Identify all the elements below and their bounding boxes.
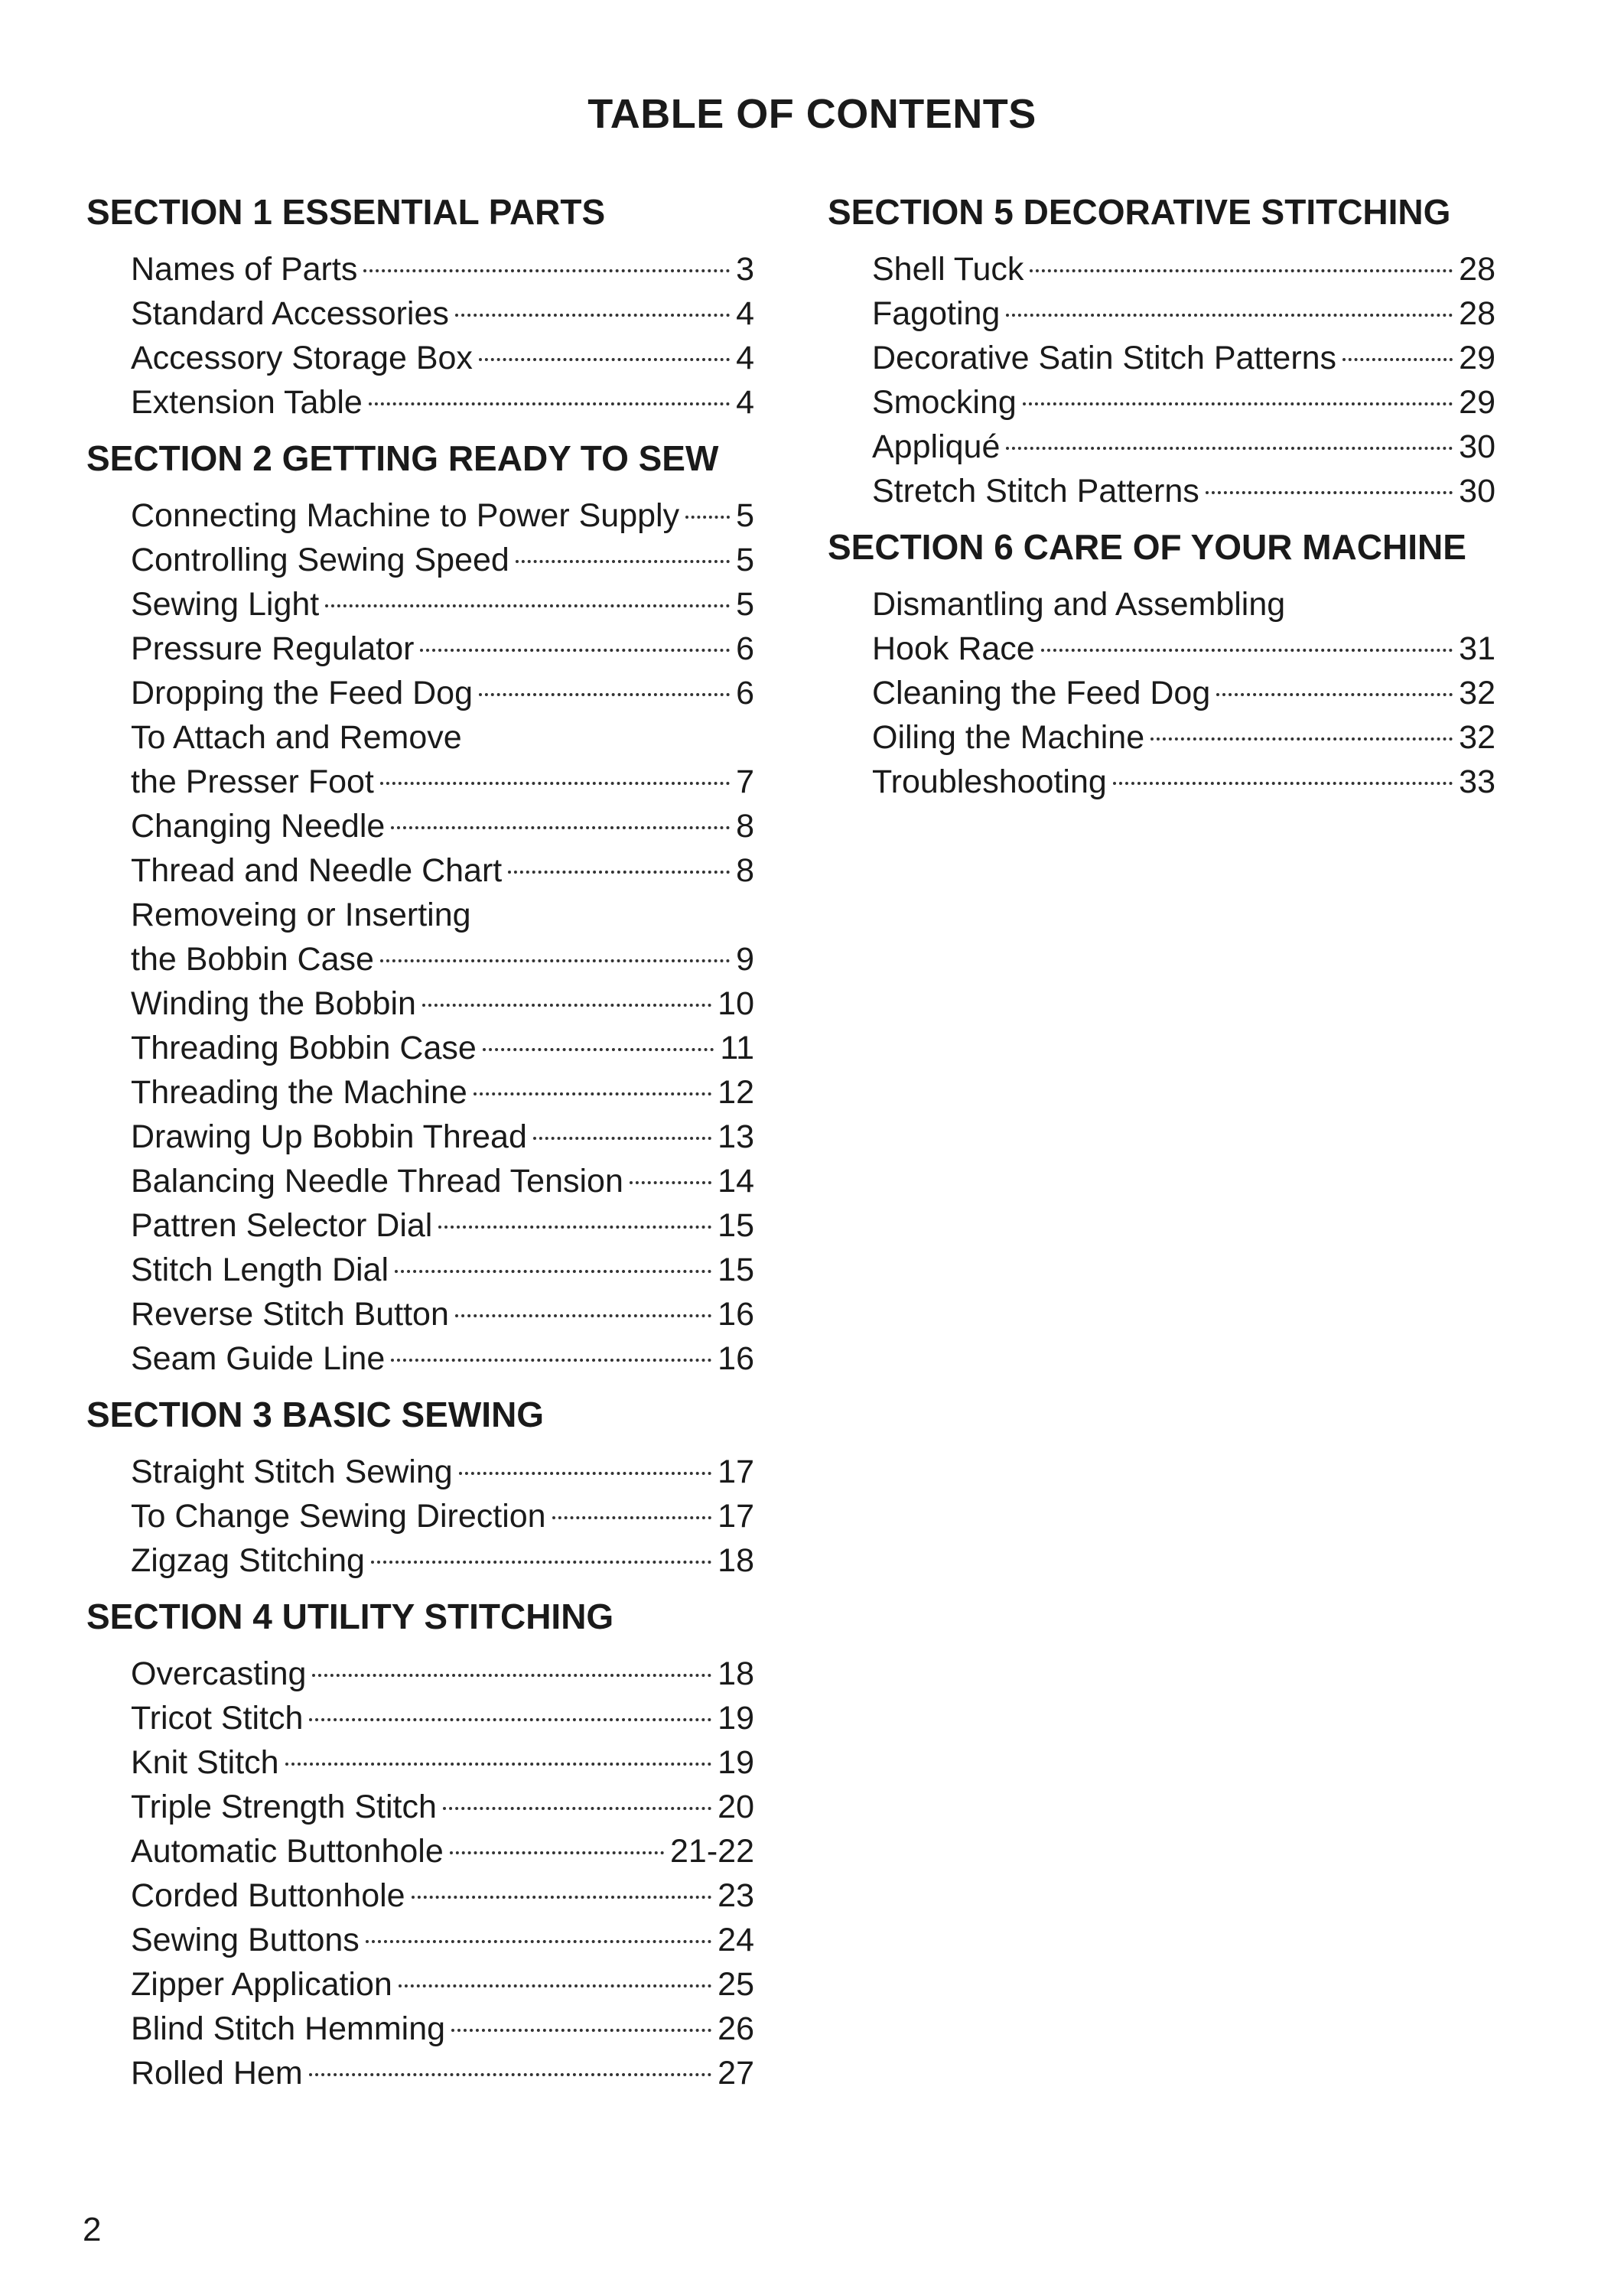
- leader-dots: [422, 1004, 711, 1007]
- toc-entry-label: Accessory Storage Box: [131, 340, 473, 376]
- toc-entry-list: [131, 1652, 754, 2095]
- toc-entry-label: Pattren Selector Dial: [131, 1207, 433, 1244]
- leader-dots: [1216, 693, 1453, 696]
- toc-entry-decorative-satin-stitch-patterns[interactable]: [872, 336, 1495, 380]
- leader-dots: [399, 1984, 711, 1987]
- toc-entry-page: 14: [718, 1163, 754, 1200]
- toc-entry-page: 24: [718, 1922, 754, 1958]
- toc-entry-zipper-application[interactable]: [131, 1962, 754, 2007]
- toc-entry-page: 15: [718, 1252, 754, 1288]
- toc-entry-page: 4: [736, 340, 754, 376]
- toc-entry-label: Pressure Regulator: [131, 630, 415, 667]
- toc-entry-to-change-sewing-direction[interactable]: [131, 1494, 754, 1538]
- toc-entry-label: Sewing Light: [131, 586, 320, 623]
- left-column: [86, 187, 760, 2105]
- leader-dots: [451, 2029, 711, 2032]
- toc-entry-page: 3: [736, 251, 754, 288]
- toc-entry-cleaning-the-feed-dog[interactable]: [872, 671, 1495, 715]
- toc-entry-sewing-light[interactable]: [131, 582, 754, 627]
- leader-dots: [1206, 491, 1453, 494]
- leader-dots: [309, 1718, 711, 1721]
- toc-entry-smocking[interactable]: [872, 380, 1495, 425]
- toc-entry-list: [872, 582, 1495, 804]
- toc-entry-page: 6: [736, 675, 754, 711]
- toc-entry-label: Names of Parts: [131, 251, 358, 288]
- toc-entry-controlling-sewing-speed[interactable]: [131, 538, 754, 582]
- toc-entry-label: Standard Accessories: [131, 295, 449, 332]
- leader-dots: [363, 269, 730, 272]
- toc-entry-automatic-buttonhole[interactable]: [131, 1829, 754, 1873]
- toc-entry-blind-stitch-hemming[interactable]: [131, 2007, 754, 2051]
- toc-entry-extension-table[interactable]: [131, 380, 754, 425]
- toc-entry-label: Cleaning the Feed Dog: [872, 675, 1211, 711]
- toc-entry-page: 7: [736, 763, 754, 800]
- toc-entry-stretch-stitch-patterns[interactable]: [872, 469, 1495, 513]
- toc-entry-label: Stitch Length Dial: [131, 1252, 389, 1288]
- toc-entry-page: 8: [736, 808, 754, 845]
- toc-entry-page: 4: [736, 295, 754, 332]
- toc-entry-page: 10: [718, 985, 754, 1022]
- toc-entry-straight-stitch-sewing[interactable]: [131, 1450, 754, 1494]
- toc-entry-page: 28: [1459, 295, 1495, 332]
- leader-dots: [391, 826, 730, 829]
- toc-entry-label: the Presser Foot: [131, 763, 374, 800]
- leader-dots: [459, 1472, 711, 1475]
- toc-entry-page: 33: [1459, 763, 1495, 800]
- toc-entry-page: 5: [736, 586, 754, 623]
- toc-entry-page: 29: [1459, 340, 1495, 376]
- toc-entry-names-of-parts[interactable]: [131, 247, 754, 291]
- page-number: 2: [83, 2211, 102, 2248]
- toc-entry-thread-and-needle-chart[interactable]: [131, 848, 754, 893]
- toc-entry-dismantling-and-assembling[interactable]: [872, 582, 1495, 627]
- toc-entry-winding-the-bobbin[interactable]: [131, 981, 754, 1026]
- toc-entry-list: [872, 247, 1495, 513]
- toc-entry-label: Dropping the Feed Dog: [131, 675, 474, 711]
- toc-entry-label: To Change Sewing Direction: [131, 1498, 546, 1535]
- toc-entry-label: Troubleshooting: [872, 763, 1107, 800]
- toc-entry-label: Zipper Application: [131, 1966, 392, 2003]
- toc-section: [828, 187, 1501, 513]
- leader-dots: [552, 1516, 712, 1519]
- toc-entry-label: Zigzag Stitching: [131, 1542, 365, 1579]
- toc-entry-label: Appliqué: [872, 428, 1001, 465]
- toc-entry-page: 13: [718, 1118, 754, 1155]
- leader-dots: [630, 1181, 711, 1184]
- toc-entry-label: Fagoting: [872, 295, 1001, 332]
- toc-entry-label: To Attach and Remove: [131, 719, 462, 756]
- leader-dots: [474, 1092, 711, 1095]
- leader-dots: [1006, 447, 1453, 450]
- toc-entry-label: Changing Needle: [131, 808, 386, 845]
- toc-entry-label: Reverse Stitch Button: [131, 1296, 449, 1333]
- toc-entry-zigzag-stitching[interactable]: [131, 1538, 754, 1583]
- toc-entry-standard-accessories[interactable]: [131, 291, 754, 336]
- toc-entry-page: 21-22: [670, 1833, 754, 1870]
- toc-entry-accessory-storage-box[interactable]: [131, 336, 754, 380]
- toc-entry-page: 30: [1459, 473, 1495, 509]
- toc-entry-label: Shell Tuck: [872, 251, 1024, 288]
- toc-entry-page: 31: [1459, 630, 1495, 667]
- toc-entry-page: 19: [718, 1744, 754, 1781]
- toc-entry-page: 5: [736, 497, 754, 534]
- toc-entry-label: Automatic Buttonhole: [131, 1833, 444, 1870]
- toc-entry-pressure-regulator[interactable]: [131, 627, 754, 671]
- leader-dots: [380, 782, 730, 785]
- toc-entry-label: Stretch Stitch Patterns: [872, 473, 1199, 509]
- section-heading: SECTION 2 GETTING READY TO SEW: [86, 438, 719, 478]
- toc-entry-knit-stitch[interactable]: [131, 1740, 754, 1785]
- toc-entry-seam-guide-line[interactable]: [131, 1336, 754, 1381]
- toc-entry-label: Threading the Machine: [131, 1074, 467, 1111]
- toc-section: [86, 1592, 760, 2095]
- toc-entry-triple-strength-stitch[interactable]: [131, 1785, 754, 1829]
- toc-entry-page: 27: [718, 2055, 754, 2092]
- toc-entry-shell-tuck[interactable]: [872, 247, 1495, 291]
- leader-dots: [391, 1359, 711, 1362]
- leader-dots: [1150, 737, 1453, 741]
- leader-dots: [516, 560, 730, 563]
- toc-entry-threading-the-machine[interactable]: [131, 1070, 754, 1115]
- toc-entry-page: 5: [736, 542, 754, 578]
- toc-entry-oiling-the-machine[interactable]: [872, 715, 1495, 760]
- toc-entry-hook-race[interactable]: [872, 627, 1495, 671]
- toc-entry-connecting-machine-to-power-supply[interactable]: [131, 493, 754, 538]
- toc-entry-label: Drawing Up Bobbin Thread: [131, 1118, 527, 1155]
- toc-entry-page: 16: [718, 1296, 754, 1333]
- toc-entry-page: 17: [718, 1454, 754, 1490]
- toc-entry-label: Sewing Buttons: [131, 1922, 360, 1958]
- toc-entry-appliqu[interactable]: [872, 425, 1495, 469]
- toc-entry-corded-buttonhole[interactable]: [131, 1873, 754, 1918]
- toc-entry-page: 30: [1459, 428, 1495, 465]
- leader-dots: [1023, 402, 1453, 405]
- toc-entry-page: 32: [1459, 719, 1495, 756]
- toc-entry-page: 9: [736, 941, 754, 978]
- toc-entry-list: [131, 247, 754, 425]
- leader-dots: [395, 1270, 711, 1273]
- toc-entry-the-presser-foot[interactable]: [131, 760, 754, 804]
- leader-dots: [285, 1763, 712, 1766]
- toc-entry-overcasting[interactable]: [131, 1652, 754, 1696]
- toc-entry-threading-bobbin-case[interactable]: [131, 1026, 754, 1070]
- toc-section: [86, 434, 760, 1381]
- toc-entry-page: 8: [736, 852, 754, 889]
- toc-entry-the-bobbin-case[interactable]: [131, 937, 754, 981]
- toc-entry-page: 16: [718, 1340, 754, 1377]
- toc-entry-list: [131, 1450, 754, 1583]
- toc-entry-label: Thread and Needle Chart: [131, 852, 503, 889]
- leader-dots: [455, 1314, 711, 1317]
- section-heading: SECTION 4 UTILITY STITCHING: [86, 1597, 614, 1636]
- right-column: [828, 187, 1501, 813]
- toc-entry-label: Seam Guide Line: [131, 1340, 386, 1377]
- leader-dots: [685, 516, 730, 519]
- toc-entry-page: 11: [720, 1030, 754, 1066]
- toc-entry-label: Balancing Needle Thread Tension: [131, 1163, 623, 1200]
- leader-dots: [508, 871, 730, 874]
- toc-entry-page: 6: [736, 630, 754, 667]
- section-heading: SECTION 6 CARE OF YOUR MACHINE: [828, 527, 1466, 567]
- leader-dots: [479, 693, 730, 696]
- toc-entry-label: Smocking: [872, 384, 1017, 421]
- leader-dots: [1342, 358, 1453, 361]
- leader-dots: [380, 959, 730, 962]
- toc-section: [86, 1390, 760, 1583]
- toc-entry-list: [131, 493, 754, 1381]
- toc-entry-label: Rolled Hem: [131, 2055, 303, 2092]
- toc-entry-page: 32: [1459, 675, 1495, 711]
- section-heading: SECTION 3 BASIC SEWING: [86, 1395, 545, 1434]
- leader-dots: [479, 358, 730, 361]
- toc-entry-fagoting[interactable]: [872, 291, 1495, 336]
- toc-entry-changing-needle[interactable]: [131, 804, 754, 848]
- page-title: TABLE OF CONTENTS: [587, 91, 1037, 137]
- toc-section: [86, 187, 760, 425]
- leader-dots: [420, 649, 730, 652]
- leader-dots: [1113, 782, 1453, 785]
- toc-entry-reverse-stitch-button[interactable]: [131, 1292, 754, 1336]
- toc-entry-label: Knit Stitch: [131, 1744, 279, 1781]
- toc-entry-page: 4: [736, 384, 754, 421]
- toc-entry-label: Straight Stitch Sewing: [131, 1454, 453, 1490]
- toc-entry-page: 17: [718, 1498, 754, 1535]
- toc-entry-label: the Bobbin Case: [131, 941, 374, 978]
- toc-entry-label: Oiling the Machine: [872, 719, 1145, 756]
- section-heading: SECTION 1 ESSENTIAL PARTS: [86, 192, 606, 232]
- leader-dots: [325, 604, 730, 607]
- toc-entry-label: Removeing or Inserting: [131, 897, 471, 933]
- leader-dots: [369, 402, 730, 405]
- toc-entry-page: 18: [718, 1655, 754, 1692]
- toc-entry-drawing-up-bobbin-thread[interactable]: [131, 1115, 754, 1159]
- toc-entry-label: Hook Race: [872, 630, 1035, 667]
- toc-entry-label: Dismantling and Assembling: [872, 586, 1286, 623]
- toc-entry-page: 12: [718, 1074, 754, 1111]
- leader-dots: [312, 1674, 711, 1677]
- section-heading: SECTION 5 DECORATIVE STITCHING: [828, 192, 1451, 232]
- toc-entry-page: 26: [718, 2010, 754, 2047]
- leader-dots: [450, 1851, 664, 1854]
- toc-entry-removeing-or-inserting[interactable]: [131, 893, 754, 937]
- toc-entry-rolled-hem[interactable]: [131, 2051, 754, 2095]
- leader-dots: [1041, 649, 1453, 652]
- leader-dots: [443, 1807, 711, 1810]
- leader-dots: [533, 1137, 711, 1140]
- toc-entry-label: Controlling Sewing Speed: [131, 542, 509, 578]
- toc-entry-tricot-stitch[interactable]: [131, 1696, 754, 1740]
- toc-entry-label: Decorative Satin Stitch Patterns: [872, 340, 1337, 376]
- toc-entry-page: 18: [718, 1542, 754, 1579]
- leader-dots: [483, 1048, 714, 1051]
- toc-entry-label: Extension Table: [131, 384, 363, 421]
- toc-entry-page: 15: [718, 1207, 754, 1244]
- toc-entry-label: Triple Strength Stitch: [131, 1789, 437, 1825]
- toc-entry-page: 20: [718, 1789, 754, 1825]
- toc-section: [828, 522, 1501, 804]
- toc-entry-page: 23: [718, 1877, 754, 1914]
- toc-entry-label: Corded Buttonhole: [131, 1877, 405, 1914]
- toc-entry-label: Overcasting: [131, 1655, 307, 1692]
- leader-dots: [455, 314, 730, 317]
- toc-entry-pattren-selector-dial[interactable]: [131, 1203, 754, 1248]
- toc-entry-label: Connecting Machine to Power Supply: [131, 497, 680, 534]
- toc-entry-page: 19: [718, 1700, 754, 1737]
- toc-entry-dropping-the-feed-dog[interactable]: [131, 671, 754, 715]
- leader-dots: [1006, 314, 1453, 317]
- toc-entry-to-attach-and-remove[interactable]: [131, 715, 754, 760]
- toc-entry-label: Tricot Stitch: [131, 1700, 304, 1737]
- toc-entry-page: 25: [718, 1966, 754, 2003]
- toc-entry-sewing-buttons[interactable]: [131, 1918, 754, 1962]
- toc-entry-label: Threading Bobbin Case: [131, 1030, 477, 1066]
- leader-dots: [371, 1561, 711, 1564]
- leader-dots: [366, 1940, 711, 1943]
- toc-entry-page: 28: [1459, 251, 1495, 288]
- toc-entry-page: 29: [1459, 384, 1495, 421]
- leader-dots: [412, 1896, 712, 1899]
- leader-dots: [1030, 269, 1453, 272]
- toc-entry-label: Blind Stitch Hemming: [131, 2010, 446, 2047]
- toc-entry-label: Winding the Bobbin: [131, 985, 416, 1022]
- toc-entry-stitch-length-dial[interactable]: [131, 1248, 754, 1292]
- leader-dots: [309, 2073, 712, 2076]
- toc-entry-balancing-needle-thread-tension[interactable]: [131, 1159, 754, 1203]
- toc-entry-troubleshooting[interactable]: [872, 760, 1495, 804]
- leader-dots: [438, 1226, 711, 1229]
